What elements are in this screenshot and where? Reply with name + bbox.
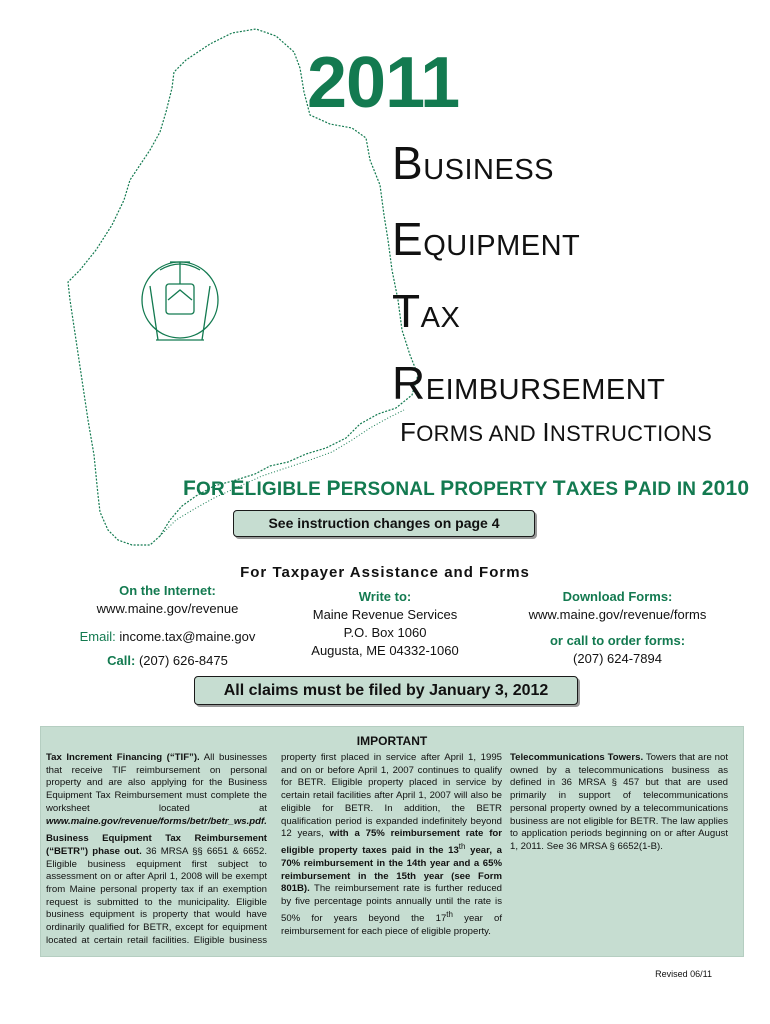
- assistance-heading: For Taxpayer Assistance and Forms: [240, 564, 530, 581]
- important-column-1: Tax Increment Financing (“TIF”). All businesses that receive TIF reimbursement on personal property and are also applying for the Business Equipment Tax Reimbursement must complete the worksheet located at www.maine.gov/revenue/forms/betr/betr_ws.pdf. Business Equipment Tax Reimbursement (“BETR”) phase out. 36 MRSA §§ 6651 & 6652. Eligible business equipment first subject to assessment on or after April 1, 2008 will be exempt from Maine personal property tax if an exemption request is submitted to the municipality. Eligible business equipment is property that would have ordinarily qualified for BETR, except for equipment located at certain retail facilities. Eligible business property first placed in service after April 1, 1995 and on or before April 1, 2007 continues to qualify for BETR. Eligible property placed in service by certain retail facilities after April 1, 2007 will also be eligible for BETR. In addition, the BETR qualification period is expanded indefinitely beyond 12 years, with a 75% reimbursement rate for eligible property taxes paid in the 13th year, a 70% reimbursement in the 14th year and a 65% reimbursement in the 15th year (see Form 801B). The reimbursement rate is further reduced by five percentage points annually until the rate is 50% for years beyond the 17th year of reimbursement for each piece of eligible property.: [46, 752, 503, 946]
- betr-worksheet-link[interactable]: www.maine.gov/revenue/forms/betr/betr_ws.pdf.: [46, 815, 267, 827]
- order-phone: (207) 624-7894: [573, 651, 662, 666]
- contact-download-block: [520, 588, 715, 668]
- contact-mail-block: [290, 588, 480, 660]
- write-line-2: P.O. Box 1060: [343, 625, 427, 640]
- maine-seal-icon: [142, 262, 218, 340]
- write-label: Write to:: [358, 589, 412, 604]
- forms-and-instructions: FORMS AND INSTRUCTIONS: [400, 417, 713, 447]
- cover-year: 2011: [307, 43, 460, 123]
- important-column-3: Telecommunications Towers. Towers that are not owned by a telecommunications business as defined in 36 MRSA § 457 but that are used primarily in support of telecommunications personal property owned by a telecommunications business are not eligible for BETR. The law applies to application periods beginning on or after August 1, 2011. See 36 MRSA § 6652(1-B).: [510, 752, 728, 852]
- download-label: Download Forms:: [562, 589, 673, 604]
- instruction-changes-banner: See instruction changes on page 4: [233, 510, 535, 537]
- important-title: IMPORTANT: [356, 734, 428, 748]
- title-word-reimbursement: REIMBURSEMENT: [392, 357, 666, 409]
- contact-internet-block: [75, 582, 260, 670]
- internet-label: On the Internet:: [119, 583, 216, 598]
- title-word-business: BUSINESS: [392, 137, 555, 189]
- write-line-3: Augusta, ME 04332-1060: [311, 643, 459, 658]
- internet-url-link[interactable]: www.maine.gov/revenue: [96, 601, 239, 616]
- title-word-equipment: EQUIPMENT: [392, 213, 581, 265]
- email-line: Email: income.tax@maine.gov: [79, 629, 256, 644]
- download-url-link[interactable]: www.maine.gov/revenue/forms: [528, 607, 707, 622]
- call-line: Call: (207) 626-8475: [107, 653, 228, 668]
- email-link[interactable]: income.tax@maine.gov: [119, 629, 256, 644]
- deadline-banner: All claims must be filed by January 3, 2012: [194, 676, 578, 705]
- order-label: or call to order forms:: [549, 633, 686, 648]
- write-line-1: Maine Revenue Services: [312, 607, 458, 622]
- eligible-taxes-heading: FOR ELIGIBLE PERSONAL PROPERTY TAXES PAID IN 2010: [183, 477, 750, 500]
- title-word-tax: TAX: [392, 285, 461, 337]
- revised-date: Revised 06/11: [655, 969, 712, 979]
- important-panel: [40, 726, 744, 957]
